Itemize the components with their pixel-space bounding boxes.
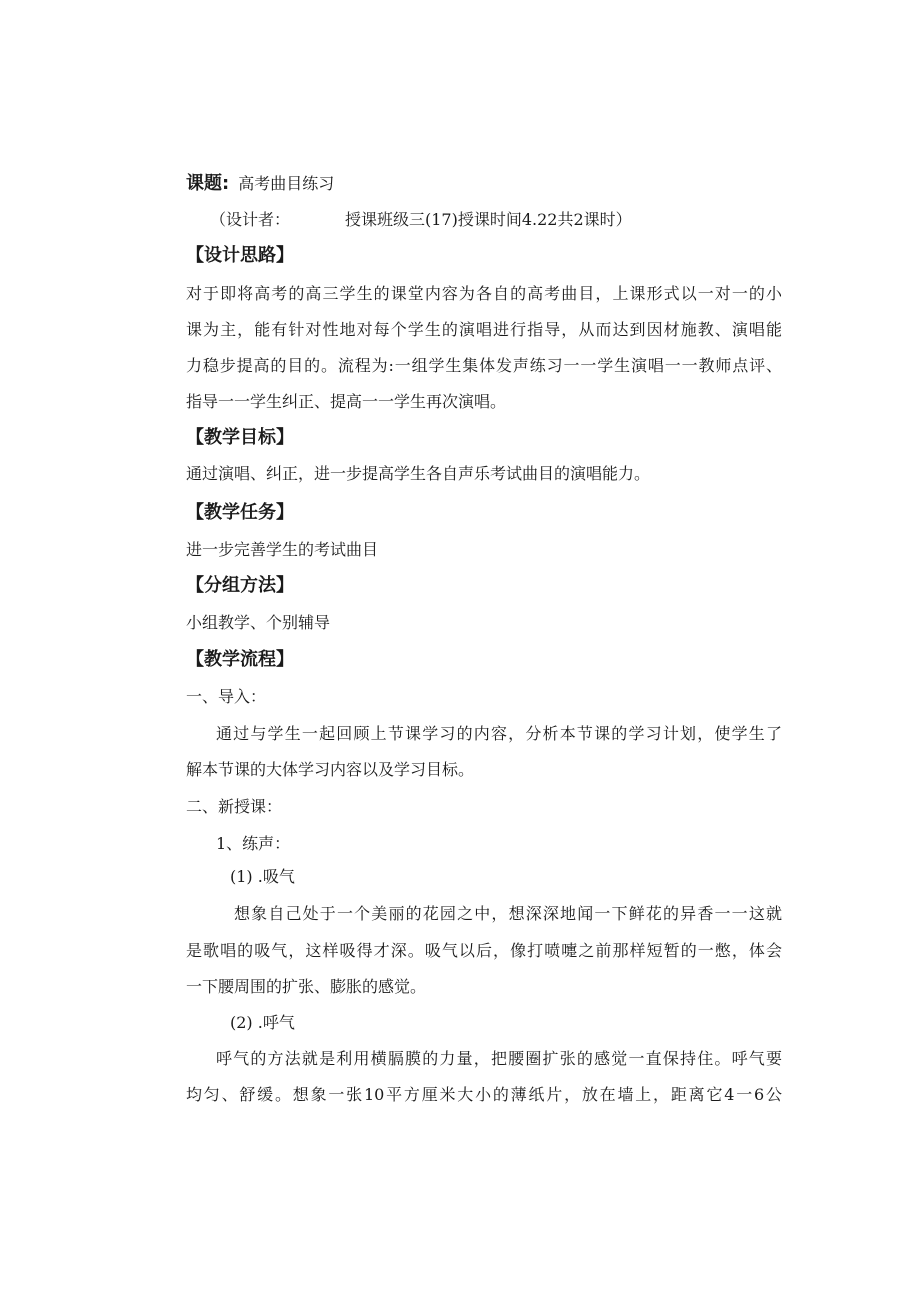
heading-goal: 【教学目标】 <box>186 427 294 448</box>
task-text: 进一步完善学生的考试曲目 <box>186 540 379 559</box>
heading-grouping: 【分组方法】 <box>186 575 294 596</box>
exhale-title: (2) .呼气 <box>230 1013 295 1032</box>
vocal-title: 1、练声： <box>216 834 291 853</box>
meta-line <box>210 210 806 230</box>
intro-title: 一、导入： <box>186 687 267 706</box>
design-line-3: 力稳步提高的目的。流程为:一组学生集体发声练习一一学生演唱一一教师点评、 <box>186 356 782 375</box>
lesson-title <box>186 174 782 194</box>
inhale-line-1: 想象自己处于一个美丽的花园之中，想深深地闻一下鲜花的异香一一这就 <box>234 904 782 923</box>
goal-text: 通过演唱、纠正，进一步提高学生各自声乐考试曲目的演唱能力。 <box>186 464 651 483</box>
class-info: 授课班级三(17)授课时间4.22共2课时） <box>345 210 632 229</box>
design-line-4: 指导一一学生纠正、提高一一学生再次演唱。 <box>186 392 507 411</box>
title-text: 高考曲目练习 <box>238 174 335 193</box>
designer-label: （设计者： <box>210 210 291 229</box>
heading-task: 【教学任务】 <box>186 502 294 523</box>
heading-design-idea: 【设计思路】 <box>186 245 294 266</box>
inhale-line-3: 一下腰周围的扩张、膨胀的感觉。 <box>186 977 427 996</box>
intro-line-1: 通过与学生一起回顾上节课学习的内容，分析本节课的学习计划，使学生了 <box>216 724 782 743</box>
intro-line-2: 解本节课的大体学习内容以及学习目标。 <box>186 760 475 779</box>
inhale-title: (1) .吸气 <box>230 867 295 886</box>
design-line-2: 课为主，能有针对性地对每个学生的演唱进行指导，从而达到因材施教、演唱能 <box>186 320 782 339</box>
grouping-text: 小组教学、个别辅导 <box>186 613 331 632</box>
design-line-1: 对于即将高考的高三学生的课堂内容为各自的高考曲目，上课形式以一对一的小 <box>186 284 782 303</box>
inhale-line-2: 是歌唱的吸气，这样吸得才深。吸气以后，像打喷嚏之前那样短暂的一憋，体会 <box>186 941 782 960</box>
heading-process: 【教学流程】 <box>186 649 294 670</box>
exhale-line-1: 呼气的方法就是利用横膈膜的力量，把腰圈扩张的感觉一直保持住。呼气要 <box>216 1049 782 1068</box>
exhale-line-2: 均匀、舒缓。想象一张10平方厘米大小的薄纸片，放在墙上，距离它4一6公 <box>186 1085 782 1104</box>
title-label: 课题: <box>186 173 230 194</box>
new-lesson-title: 二、新授课： <box>186 797 283 816</box>
